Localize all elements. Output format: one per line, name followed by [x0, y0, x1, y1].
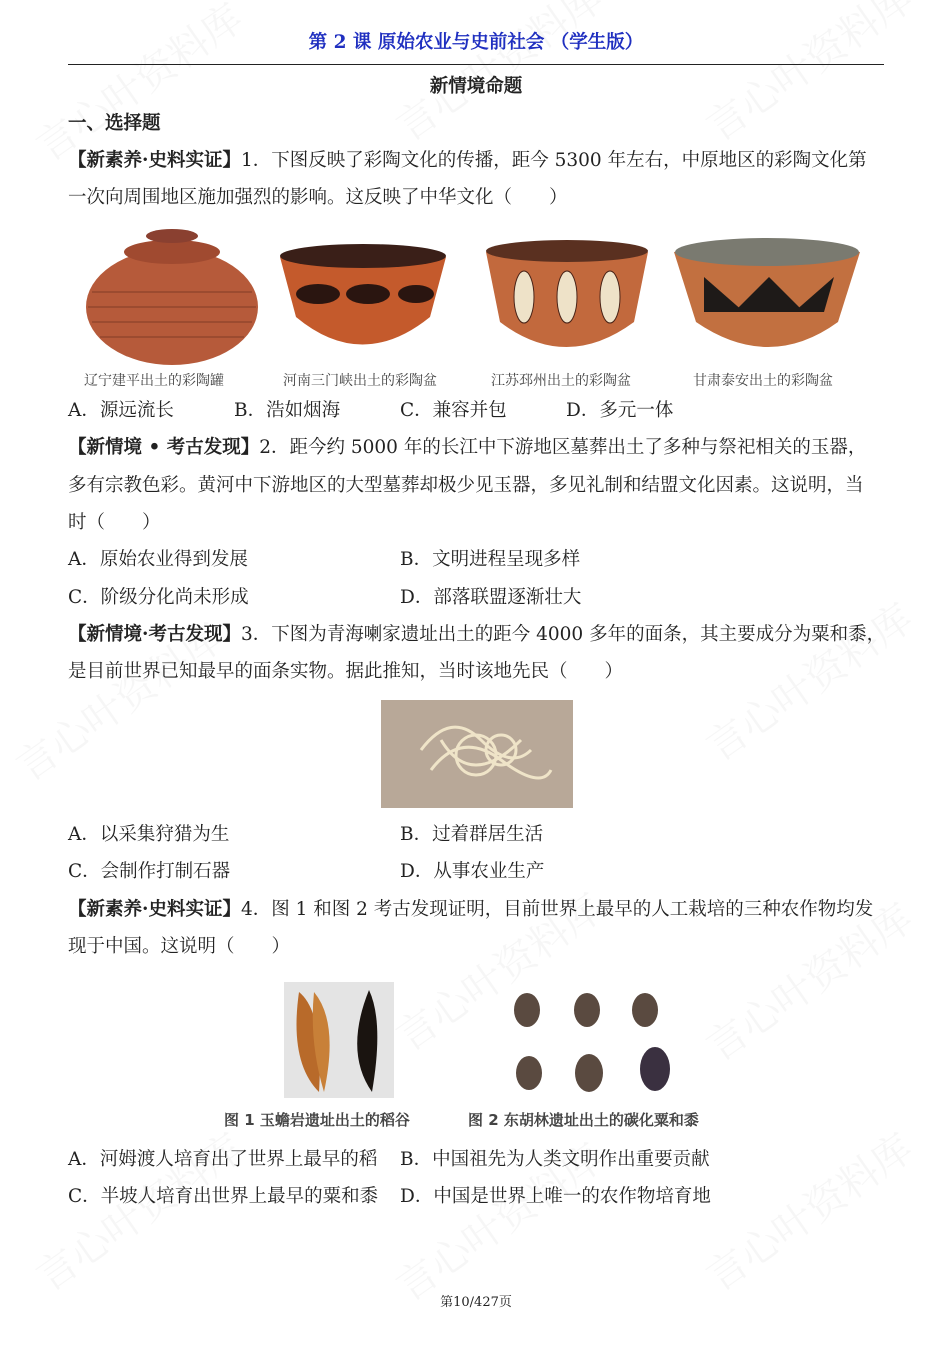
question-2-line: 时（ ）	[68, 512, 161, 533]
option-a: A．以采集狩猎为生	[68, 824, 230, 845]
question-2-line	[68, 437, 866, 459]
question-text: 4．图 1 和图 2 考古发现证明，目前世界上最早的人工栽培的三种农作物均发	[240, 899, 874, 920]
section-title: 新情境命题	[429, 76, 523, 97]
noodles-image	[381, 700, 573, 808]
option-a: A．原始农业得到发展	[68, 549, 248, 570]
option-d: D．部落联盟逐渐壮大	[400, 587, 582, 608]
question-tag: 【新素养·史料实证】	[68, 150, 241, 171]
figure-caption: 图 1 玉蟾岩遗址出土的稻谷	[224, 1111, 410, 1129]
option-b: B．浩如烟海	[234, 400, 341, 421]
option-b: B．过着群居生活	[400, 824, 544, 845]
question-tag: 【新素养·史料实证】	[68, 899, 241, 920]
question-4-line	[68, 899, 873, 921]
pottery-images	[80, 222, 870, 370]
question-text: 3．下图为青海喇家遗址出土的距今 4000 多年的面条，其主要成分为粟和黍，	[240, 624, 886, 645]
question-1-line	[68, 150, 867, 172]
header-rule	[68, 64, 884, 65]
question-2-line: 多有宗教色彩。黄河中下游地区的大型墓葬却极少见玉器，多见礼制和结盟文化因素。这说明，当	[68, 475, 864, 496]
image-caption: 江苏邳州出土的彩陶盆	[491, 373, 631, 389]
option-c: C．会制作打制石器	[68, 861, 231, 882]
rice-grain-image	[284, 982, 394, 1098]
question-4-line: 现于中国。这说明（ ）	[68, 936, 291, 957]
option-d: D．中国是世界上唯一的农作物培育地	[400, 1186, 711, 1207]
figure-caption: 图 2 东胡林遗址出土的碳化粟和黍	[468, 1111, 699, 1129]
millet-grain-image	[505, 985, 675, 1097]
question-1-line: 一次向周围地区施加强烈的影响。这反映了中华文化（ ）	[68, 187, 568, 208]
question-tag: 【新情境 • 考古发现】	[68, 437, 260, 458]
option-d: D．从事农业生产	[400, 861, 545, 882]
watermark	[699, 1125, 922, 1300]
watermark	[699, 595, 922, 770]
question-3-line: 是目前世界已知最早的面条实物。据此推知，当时该地先民（ ）	[68, 661, 624, 682]
document-title: 第 2 课 原始农业与史前社会 （学生版）	[308, 32, 644, 53]
option-c: C．兼容并包	[400, 400, 507, 421]
question-tag: 【新情境·考古发现】	[68, 624, 241, 645]
image-caption: 甘肃泰安出土的彩陶盆	[693, 373, 833, 389]
pottery-jar-image	[82, 222, 262, 367]
option-c: C．阶级分化尚未形成	[68, 587, 249, 608]
painted-basin-image	[674, 238, 860, 347]
option-b: B．文明进程呈现多样	[400, 549, 581, 570]
page-number: 第10/427页	[440, 1295, 512, 1310]
painted-basin-image	[486, 240, 648, 347]
question-text: 2．距今约 5000 年的长江中下游地区墓葬出土了多种与祭祀相关的玉器，	[259, 437, 867, 458]
watermark	[699, 895, 922, 1070]
image-caption: 河南三门峡出土的彩陶盆	[283, 373, 437, 389]
image-caption: 辽宁建平出土的彩陶罐	[84, 373, 224, 389]
option-a: A．河姆渡人培育出了世界上最早的稻	[68, 1149, 378, 1170]
option-d: D．多元一体	[566, 400, 674, 421]
part-heading: 一、选择题	[68, 113, 161, 134]
option-c: C．半坡人培育出世界上最早的粟和黍	[68, 1186, 379, 1207]
option-b: B．中国祖先为人类文明作出重要贡献	[400, 1149, 710, 1170]
question-3-line	[68, 624, 885, 646]
question-text: 1．下图反映了彩陶文化的传播，距今 5300 年左右，中原地区的彩陶文化第	[240, 150, 867, 171]
painted-basin-image	[280, 244, 446, 345]
option-a: A．源远流长	[68, 400, 174, 421]
